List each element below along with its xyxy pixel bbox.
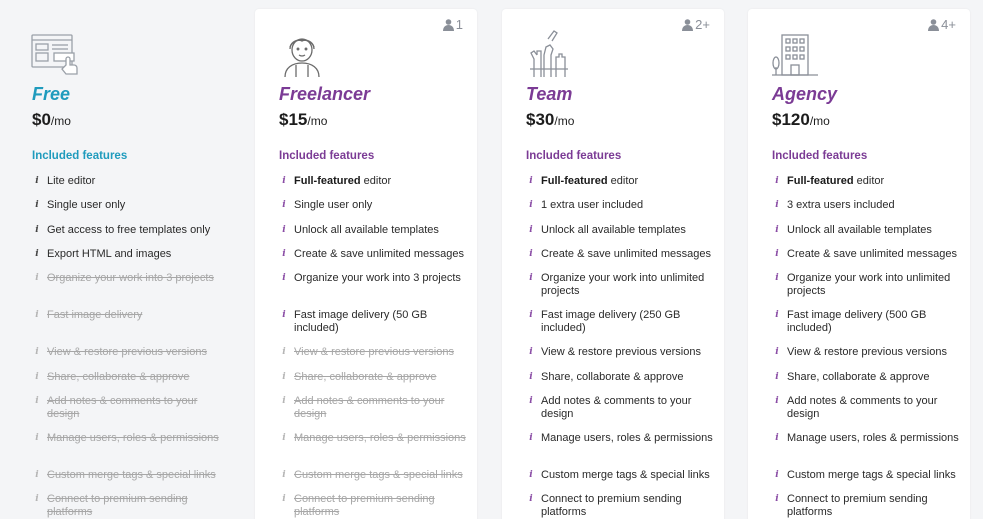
feature-text: Single user only: [47, 199, 126, 211]
feature-item: [526, 469, 718, 482]
features-title: Included features: [279, 150, 375, 162]
feature-text: Custom merge tags & special links: [787, 469, 956, 481]
feature-item: [32, 309, 224, 322]
feature-text: View & restore previous versions: [541, 346, 701, 358]
info-icon[interactable]: i: [35, 249, 39, 259]
info-icon[interactable]: i: [282, 200, 286, 210]
feature-text-bold: Full-featured: [294, 175, 361, 187]
info-icon[interactable]: i: [775, 176, 779, 186]
office-building-icon: [770, 29, 820, 79]
info-icon[interactable]: i: [282, 176, 286, 186]
feature-item: [279, 272, 471, 285]
info-icon[interactable]: i: [282, 249, 286, 259]
info-icon[interactable]: i: [35, 372, 39, 382]
feature-item: [32, 371, 224, 384]
feature-text: [541, 175, 638, 188]
feature-item: [772, 199, 964, 212]
feature-text: Organize your work into 3 projects: [294, 272, 461, 284]
feature-text: Manage users, roles & permissions: [47, 432, 219, 444]
feature-item: [279, 346, 471, 359]
feature-item: [526, 346, 718, 359]
info-icon[interactable]: i: [35, 494, 39, 504]
feature-text: Export HTML and images: [47, 248, 172, 260]
feature-text: Manage users, roles & permissions: [541, 432, 713, 444]
features-title: Included features: [526, 150, 622, 162]
feature-text: Add notes & comments to your design: [787, 395, 938, 420]
feature-item: [772, 469, 964, 482]
feature-item: [32, 272, 224, 285]
info-icon[interactable]: i: [35, 433, 39, 443]
users-badge: [928, 17, 956, 32]
feature-item: [772, 272, 964, 298]
info-icon[interactable]: i: [282, 273, 286, 283]
feature-item: [772, 346, 964, 359]
plan-name: Agency: [772, 84, 838, 104]
plan-price: $0/mo: [32, 110, 71, 129]
feature-text: Manage users, roles & permissions: [787, 432, 959, 444]
info-icon[interactable]: i: [529, 200, 533, 210]
users-badge: [443, 17, 463, 32]
feature-item: [279, 175, 471, 188]
feature-text: Share, collaborate & approve: [294, 371, 437, 383]
plan-name: Free: [32, 84, 71, 104]
feature-item: [526, 272, 718, 298]
feature-item: [526, 248, 718, 261]
feature-item: [526, 395, 718, 421]
feature-text: Custom merge tags & special links: [541, 469, 710, 481]
info-icon[interactable]: i: [35, 347, 39, 357]
info-icon[interactable]: i: [775, 470, 779, 480]
info-icon[interactable]: i: [529, 470, 533, 480]
feature-item: [772, 395, 964, 421]
info-icon[interactable]: i: [529, 372, 533, 382]
feature-item: [526, 224, 718, 237]
feature-text: Connect to premium sending platforms: [47, 493, 188, 518]
feature-text: Get access to free templates only: [47, 224, 211, 236]
feature-text: Manage users, roles & permissions: [294, 432, 466, 444]
freelancer-avatar-icon: [277, 29, 327, 79]
feature-item: [32, 175, 224, 188]
users-count: 1: [455, 17, 463, 32]
info-icon[interactable]: i: [775, 396, 779, 406]
user-icon: [682, 19, 693, 31]
info-icon[interactable]: i: [35, 225, 39, 235]
info-icon[interactable]: i: [775, 249, 779, 259]
feature-text: Unlock all available templates: [294, 224, 439, 236]
feature-item: [32, 248, 224, 261]
feature-text: Share, collaborate & approve: [541, 371, 684, 383]
feature-text: Create & save unlimited messages: [541, 248, 711, 260]
feature-text: Single user only: [294, 199, 373, 211]
user-icon: [443, 19, 454, 31]
feature-item: [772, 248, 964, 261]
info-icon[interactable]: i: [775, 310, 779, 320]
feature-item: [279, 224, 471, 237]
info-icon[interactable]: i: [529, 494, 533, 504]
feature-item: [772, 224, 964, 237]
users-badge: [682, 17, 710, 32]
feature-item: [32, 224, 224, 237]
feature-item: [32, 493, 224, 519]
info-icon[interactable]: i: [775, 494, 779, 504]
info-icon[interactable]: i: [35, 470, 39, 480]
editor-window-icon: [30, 29, 80, 79]
feature-text: Fast image delivery (50 GB included): [294, 309, 428, 334]
feature-item: [772, 175, 964, 188]
features-title: Included features: [32, 150, 128, 162]
feature-item: [32, 395, 224, 421]
plan-name: Freelancer: [279, 84, 371, 104]
info-icon[interactable]: i: [35, 310, 39, 320]
feature-item: [279, 248, 471, 261]
feature-item: [32, 199, 224, 212]
feature-text: 3 extra users included: [787, 199, 895, 211]
info-icon[interactable]: i: [282, 310, 286, 320]
info-icon[interactable]: i: [529, 249, 533, 259]
feature-item: [279, 371, 471, 384]
feature-item: [279, 493, 471, 519]
info-icon[interactable]: i: [529, 176, 533, 186]
info-icon[interactable]: i: [35, 273, 39, 283]
users-count: 4+: [941, 17, 956, 32]
feature-text-bold: Full-featured: [787, 175, 854, 187]
plan-name: Team: [526, 84, 573, 104]
feature-text-rest: editor: [607, 175, 639, 187]
feature-text: Lite editor: [47, 175, 96, 187]
info-icon[interactable]: i: [529, 225, 533, 235]
feature-item: [526, 175, 718, 188]
feature-text: 1 extra user included: [541, 199, 644, 211]
plan-freelancer: [255, 9, 477, 519]
plan-agency: [748, 9, 970, 519]
info-icon[interactable]: i: [282, 494, 286, 504]
feature-text: Add notes & comments to your design: [47, 395, 198, 420]
feature-text: Fast image delivery (250 GB included): [541, 309, 681, 334]
feature-text: Fast image delivery: [47, 309, 143, 321]
feature-text: Organize your work into 3 projects: [47, 272, 214, 284]
feature-text: Unlock all available templates: [541, 224, 686, 236]
info-icon[interactable]: i: [529, 396, 533, 406]
feature-text: Connect to premium sending platforms: [294, 493, 435, 518]
feature-item: [772, 309, 964, 335]
info-icon[interactable]: i: [529, 310, 533, 320]
feature-text: Fast image delivery (500 GB included): [787, 309, 927, 334]
team-hands-icon: [524, 29, 574, 79]
info-icon[interactable]: i: [529, 273, 533, 283]
features-title: Included features: [772, 150, 868, 162]
info-icon[interactable]: i: [775, 372, 779, 382]
feature-item: [772, 493, 964, 519]
info-icon[interactable]: i: [282, 396, 286, 406]
feature-text-rest: editor: [360, 175, 392, 187]
info-icon[interactable]: i: [282, 225, 286, 235]
feature-text-bold: Full-featured: [541, 175, 608, 187]
info-icon[interactable]: i: [529, 433, 533, 443]
plan-team: [502, 9, 724, 519]
users-count: 2+: [695, 17, 710, 32]
feature-text-rest: editor: [853, 175, 885, 187]
feature-item: [526, 199, 718, 212]
feature-item: [279, 309, 471, 335]
feature-text: Create & save unlimited messages: [294, 248, 464, 260]
feature-item: [279, 199, 471, 212]
info-icon[interactable]: i: [775, 433, 779, 443]
feature-text: Custom merge tags & special links: [294, 469, 463, 481]
feature-text: Create & save unlimited messages: [787, 248, 957, 260]
feature-item: [279, 469, 471, 482]
feature-text: Organize your work into unlimited projects: [541, 272, 705, 297]
info-icon[interactable]: i: [282, 470, 286, 480]
feature-text: [787, 175, 884, 188]
feature-item: [526, 371, 718, 384]
feature-item: [772, 432, 964, 445]
info-icon[interactable]: i: [282, 372, 286, 382]
plan-price: $15/mo: [279, 110, 328, 129]
user-icon: [928, 19, 939, 31]
feature-item: [32, 432, 224, 445]
feature-text: Connect to premium sending platforms: [787, 493, 928, 518]
info-icon[interactable]: i: [775, 225, 779, 235]
feature-text: [294, 175, 391, 188]
info-icon[interactable]: i: [282, 347, 286, 357]
plan-free: [8, 9, 230, 519]
feature-text: Add notes & comments to your design: [294, 395, 445, 420]
feature-item: [279, 432, 471, 445]
feature-item: [526, 493, 718, 519]
feature-item: [526, 432, 718, 445]
feature-item: [526, 309, 718, 335]
feature-text: Share, collaborate & approve: [787, 371, 930, 383]
info-icon[interactable]: i: [775, 200, 779, 210]
info-icon[interactable]: i: [529, 347, 533, 357]
plan-price: $30/mo: [526, 110, 575, 129]
feature-text: View & restore previous versions: [47, 346, 207, 358]
feature-text: Organize your work into unlimited projects: [787, 272, 951, 297]
info-icon[interactable]: i: [35, 176, 39, 186]
feature-text: Add notes & comments to your design: [541, 395, 692, 420]
feature-item: [32, 346, 224, 359]
feature-text: View & restore previous versions: [294, 346, 454, 358]
feature-text: Custom merge tags & special links: [47, 469, 216, 481]
plan-price: $120/mo: [772, 110, 830, 129]
feature-item: [279, 395, 471, 421]
info-icon[interactable]: i: [35, 396, 39, 406]
info-icon[interactable]: i: [775, 347, 779, 357]
info-icon[interactable]: i: [282, 433, 286, 443]
info-icon[interactable]: i: [35, 200, 39, 210]
feature-item: [32, 469, 224, 482]
feature-text: Share, collaborate & approve: [47, 371, 190, 383]
feature-text: Connect to premium sending platforms: [541, 493, 682, 518]
feature-text: Unlock all available templates: [787, 224, 932, 236]
feature-item: [772, 371, 964, 384]
feature-text: View & restore previous versions: [787, 346, 947, 358]
info-icon[interactable]: i: [775, 273, 779, 283]
